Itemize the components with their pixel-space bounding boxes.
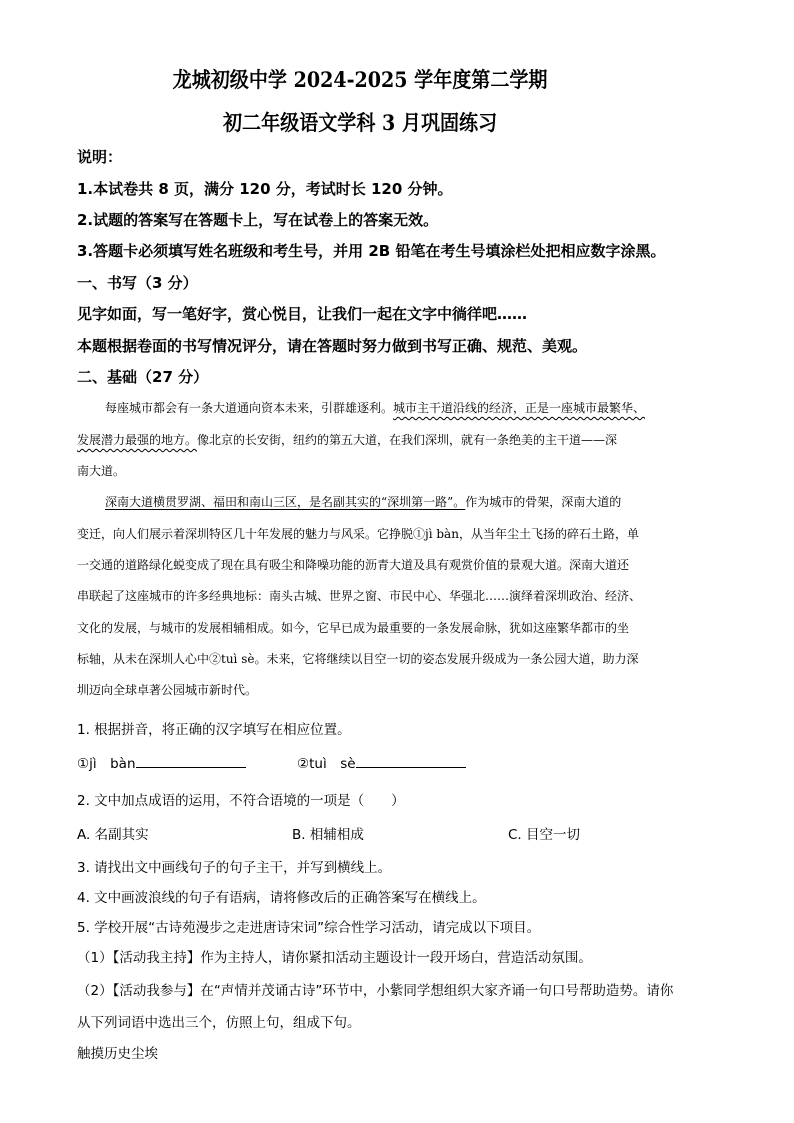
passage-line: 标轴，从未在深圳人心中②tuì sè。未来，它将继续以目空一切的姿态发展升级成为一条公园大道，助力深 [77,652,639,666]
wavy-sentence: 城市主干道沿线的经济，正是一座城市最繁华、 [393,401,646,415]
q1-answer-a [77,752,246,772]
passage-line: 变迁，向人们展示着深圳特区几十年发展的魅力与风采。它挣脱①jì bàn，从当年尘土飞扬的碎石土路，单 [77,527,639,541]
wavy-sentence: 发展潜力最强的地方。 [77,433,198,447]
answer-blank[interactable] [136,753,246,768]
underlined-sentence: 深南大道横贯罗湖、福田和南山三区，是名副其实的“深圳第一路”。 [105,495,466,509]
prompt-phrase: 触摸历史尘埃 [77,1046,158,1062]
question-5-2-cont: 从下列词语中选出三个，仿照上句，组成下句。 [77,1015,361,1031]
section2-heading: 二、基础（27 分） [77,368,209,386]
passage-line: 一交通的道路绿化蜕变成了现在具有吸尘和降噪功能的沥青大道及具有观赏价值的景观大道。深南大道还 [77,558,630,572]
question-3: 3. 请找出文中画线句子的句子主干，并写到横线上。 [77,860,392,876]
passage-text: 像北京的长安街，纽约的第五大道，在我们深圳，就有一条绝美的主干道——深 [197,433,618,447]
answer-blank[interactable] [356,753,466,768]
q1-answer-b [297,752,466,772]
passage-line: 圳迈向全球卓著公园城市新时代。 [77,683,258,697]
question-5-1: （1）【活动我主持】作为主持人，请你紧扣活动主题设计一段开场白，营造活动氛围。 [77,950,592,966]
pinyin-label: ②tuì sè [297,756,356,772]
note-item: 2.试题的答案写在答题卡上，写在试卷上的答案无效。 [77,211,439,229]
pinyin-label: ①jì bàn [77,756,136,772]
passage-text: 每座城市都会有一条大道通向资本未来，引群雄逐利。 [105,401,394,415]
question-2: 2. 文中加点成语的运用，不符合语境的一项是（ ） [77,793,405,809]
notes-label: 说明： [77,148,123,166]
exam-title: 龙城初级中学 2024-2025 学年度第二学期 [172,67,548,92]
passage-line: 文化的发展，与城市的发展相辅相成。如今，它早已成为最重要的一条发展命脉，犹如这座繁华都市的坐 [77,621,630,635]
passage-text: 作为城市的骨架，深南大道的 [465,495,622,509]
section1-heading: 一、书写（3 分） [77,274,198,292]
passage-line: 串联起了这座城市的许多经典地标：南头古城、世界之窗、市民中心、华强北……演绎着深圳政治、经济、 [77,589,642,603]
section1-text: 本题根据卷面的书写情况评分，请在答题时努力做到书写正确、规范、美观。 [77,337,588,355]
section1-text: 见字如面，写一笔好字，赏心悦目，让我们一起在文字中徜徉吧…… [77,305,528,323]
q2-option-a[interactable]: A. 名副其实 [77,827,149,843]
passage-line: 南大道。 [77,464,126,478]
passage-line [105,493,621,510]
note-item: 3.答题卡必须填写姓名班级和考生号，并用 2B 铅笔在考生号填涂栏处把相应数字涂黑。 [77,242,666,260]
question-4: 4. 文中画波浪线的句子有语病，请将修改后的正确答案写在横线上。 [77,890,486,906]
passage-line [105,399,645,416]
q2-option-c[interactable]: C. 目空一切 [508,827,581,843]
passage-line [77,431,617,448]
q2-option-b[interactable]: B. 相辅相成 [292,827,364,843]
question-5: 5. 学校开展“古诗苑漫步之走进唐诗宋词”综合性学习活动，请完成以下项目。 [77,920,541,936]
question-5-2: （2）【活动我参与】在“声情并茂诵古诗”环节中，小紫同学想组织大家齐诵一句口号帮助造势。请你 [77,983,674,999]
note-item: 1.本试卷共 8 页，满分 120 分，考试时长 120 分钟。 [77,180,453,198]
exam-subtitle: 初二年级语文学科 3 月巩固练习 [223,110,498,135]
question-1: 1. 根据拼音，将正确的汉字填写在相应位置。 [77,722,351,738]
